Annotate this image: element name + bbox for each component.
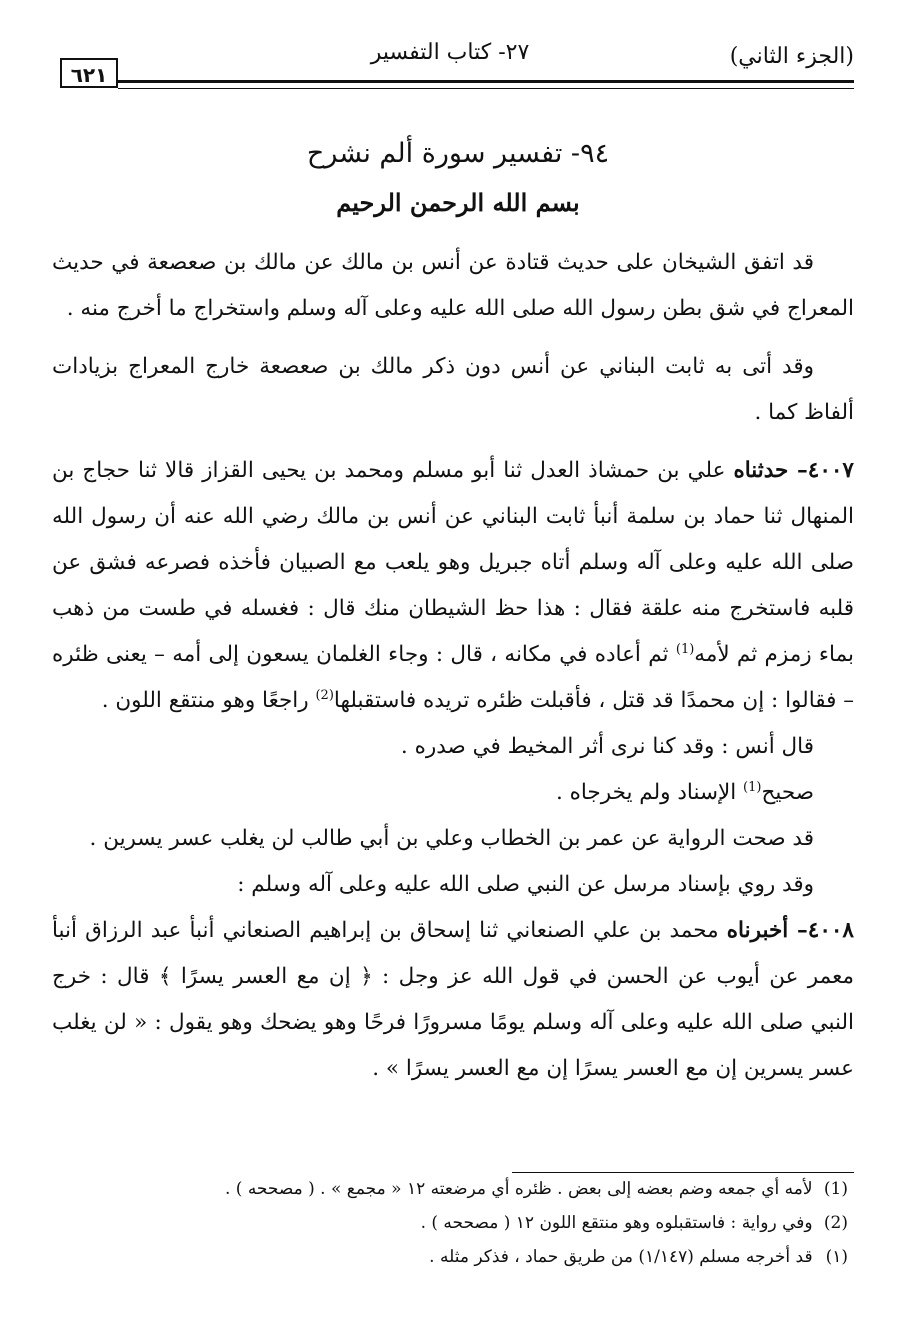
surah-title: ٩٤- تفسير سورة ألم نشرح bbox=[306, 138, 610, 169]
footnote-ref: (2) bbox=[315, 687, 334, 703]
footnote: (2) وفي رواية : فاستقبلوه وهو منتقع اللون ١٢ ( مصححه ) . bbox=[420, 1213, 848, 1233]
grading: صحيح$^{(1)}$ الإسناد ولم يخرجاه . bbox=[555, 779, 814, 805]
header-book-title: ٢٧- كتاب التفسير bbox=[370, 40, 530, 65]
hadith-4007 bbox=[52, 448, 854, 724]
header-rule-thick bbox=[118, 80, 854, 83]
narration-line: قد صحت الرواية عن عمر بن الخطاب وعلي بن أبي طالب لن يغلب عسر يسرين . bbox=[89, 826, 814, 851]
hadith-text: محمد بن علي الصنعاني ثنا إسحاق بن إبراهيم الصنعاني أنبأ عبد الرزاق أنبأ معمر عن أيوب عن الحسن في قول الله عز وجل : ﴿ إن مع العسر يسرًا ﴾ قال : خرج النبي صلى الله عليه وعلى آله وسلم يومًا مسرورًا فرحًا وهو يضحك وهو يقول : « لن يغلب عسر يسرين إن مع العسر يسرًا إن مع العسر يسرًا » . bbox=[52, 918, 854, 1081]
hadith-label: – حدثناه bbox=[733, 458, 808, 483]
footnote-ref: (1) bbox=[675, 641, 695, 657]
intro-paragraph: وقد أتى به ثابت البناني عن أنس دون ذكر مالك بن صعصعة خارج المعراج بزيادات ألفاظ كما . bbox=[52, 354, 854, 425]
footnotes bbox=[62, 1172, 848, 1274]
basmala: بسم الله الرحمن الرحيم bbox=[336, 188, 580, 217]
intro-paragraph: قد اتفق الشيخان على حديث قتادة عن أنس بن مالك عن مالك بن صعصعة في حديث المعراج في شق بطن رسول الله صلى الله عليه وعلى آله وسلم واستخراج ما أخرج منه . bbox=[52, 250, 854, 321]
hadith-text: راجعًا وهو منتقع اللون . bbox=[101, 688, 316, 713]
page-number: ٦٢١ bbox=[60, 58, 118, 88]
hadith-text: علي بن حمشاذ العدل ثنا أبو مسلم ومحمد بن يحيى القزاز قالا ثنا حجاج بن المنهال ثنا حماد بن سلمة أنبأ ثابت البناني عن أنس بن مالك رضي الله عنه أن رسول الله صلى الله عليه وعلى آله وسلم أتاه جبريل وهو يلعب مع الصبيان فأخذه فصرعه فشق عن قلبه فاستخرج منه علقة فقال : هذا حظ الشيطان منك قال : فغسله في طست من ذهب بماء زمزم ثم لأمه bbox=[52, 458, 855, 667]
narration-line: وقد روي بإسناد مرسل عن النبي صلى الله عليه وعلى آله وسلم : bbox=[237, 872, 814, 897]
header-part: (الجزء الثاني) bbox=[729, 44, 854, 69]
main-text bbox=[52, 240, 854, 1092]
hadith-4008 bbox=[52, 908, 854, 1092]
header-rule-thin bbox=[118, 88, 854, 89]
footnote-ref: (1) bbox=[743, 779, 762, 795]
hadith-number: ٤٠٠٨ bbox=[807, 918, 854, 943]
footnote: (1) لأمه أي جمعه وضم بعضه إلى بعض . ظئره أي مرضعته ١٢ « مجمع » . ( مصححه ) . bbox=[224, 1179, 848, 1199]
anas-quote: قال أنس : وقد كنا نرى أثر المخيط في صدره . bbox=[400, 734, 814, 759]
hadith-text: ثم أعاده في مكانه ، قال : وجاء الغلمان يسعون إلى أمه – يعنى ظئره – فقالوا : إن محمدًا قد قتل ، فأقبلت ظئره تريده فاستقبلها bbox=[52, 642, 854, 713]
footnote: (١) قد أخرجه مسلم (١/١٤٧) من طريق حماد ، فذكر مثله . bbox=[429, 1247, 848, 1267]
hadith-label: – أخبرناه bbox=[726, 918, 808, 943]
hadith-number: ٤٠٠٧ bbox=[807, 458, 854, 483]
